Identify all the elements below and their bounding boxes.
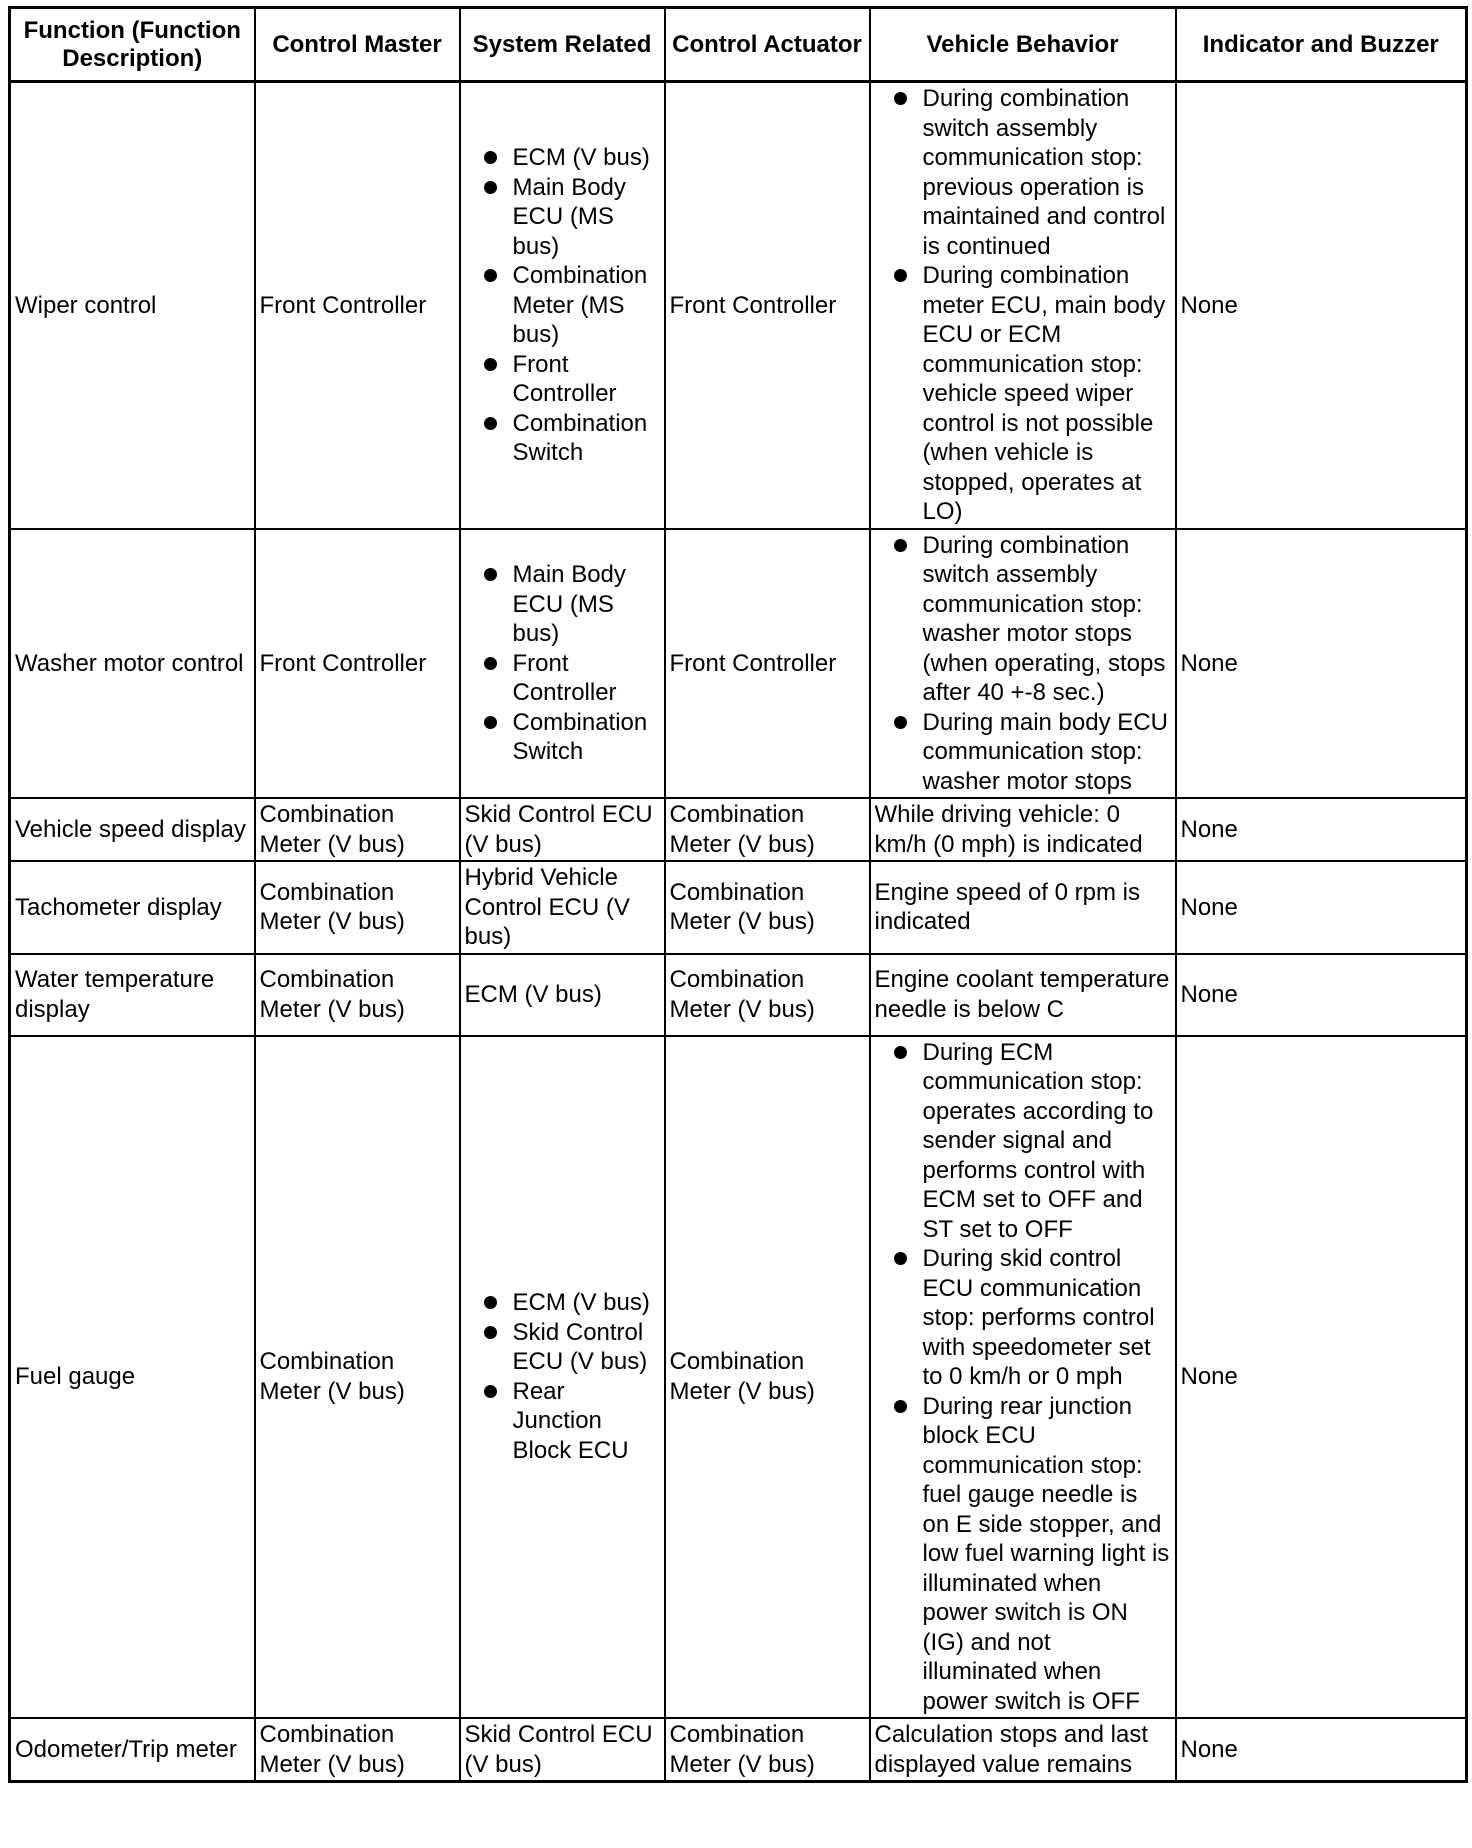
table-row <box>10 798 1467 861</box>
bullet-item <box>465 350 660 409</box>
bullet-item <box>465 173 660 262</box>
bullet-text: Front Controller <box>512 649 617 706</box>
table-row <box>10 861 1467 954</box>
vehicle-behavior-cell <box>870 1036 1176 1719</box>
indicator-buzzer-cell: None <box>1176 954 1467 1036</box>
bullet-text: During combination switch assembly communication stop: previous operation is maintained and control is continued <box>922 85 1166 260</box>
bullet-text: Front Controller <box>512 350 617 407</box>
control-actuator-cell: Combination Meter (V bus) <box>665 798 870 861</box>
bullet-item <box>465 409 660 468</box>
bullet-text: Rear Junction Block ECU <box>512 1377 629 1464</box>
function-cell: Water temperature display <box>10 954 255 1036</box>
table-row <box>10 954 1467 1036</box>
control-master-cell: Combination Meter (V bus) <box>255 1718 460 1782</box>
vehicle-behavior-cell: Calculation stops and last displayed value remains <box>870 1718 1176 1782</box>
bullet-icon <box>484 1296 497 1309</box>
table-body <box>10 82 1467 1782</box>
bullet-text: During main body ECU communication stop: washer motor stops <box>922 708 1168 795</box>
indicator-buzzer-cell: None <box>1176 82 1467 529</box>
function-cell: Vehicle speed display <box>10 798 255 861</box>
bullet-icon <box>484 716 497 729</box>
bullet-item <box>875 1392 1171 1717</box>
bullet-item <box>875 1038 1171 1245</box>
bullet-icon <box>484 568 497 581</box>
system-related-cell <box>460 529 665 799</box>
system-related-cell <box>460 1036 665 1719</box>
bullet-item <box>875 708 1171 797</box>
header-row <box>10 8 1467 82</box>
header-vehicle-behavior: Vehicle Behavior <box>870 8 1176 82</box>
bullet-list <box>875 84 1171 527</box>
function-cell: Tachometer display <box>10 861 255 954</box>
bullet-text: During skid control ECU communication stop: performs control with speedometer set to 0 km/h or 0 mph <box>922 1245 1155 1390</box>
bullet-item <box>465 1288 660 1318</box>
control-actuator-cell: Combination Meter (V bus) <box>665 861 870 954</box>
bullet-icon <box>894 269 907 282</box>
control-actuator-cell: Combination Meter (V bus) <box>665 954 870 1036</box>
bullet-text: Combination Switch <box>512 409 648 466</box>
bullet-item <box>465 261 660 350</box>
header-function: Function (Function Description) <box>10 8 255 82</box>
function-cell: Fuel gauge <box>10 1036 255 1719</box>
bullet-item <box>465 143 660 173</box>
bullet-text: During combination switch assembly communication stop: washer motor stops (when operating, stops after 40 +-8 sec.) <box>922 531 1166 706</box>
bullet-icon <box>894 716 907 729</box>
header-control-master: Control Master <box>255 8 460 82</box>
bullet-text: ECM (V bus) <box>512 1289 650 1317</box>
control-master-cell: Combination Meter (V bus) <box>255 798 460 861</box>
header-indicator-buzzer: Indicator and Buzzer <box>1176 8 1467 82</box>
system-related-cell: Skid Control ECU (V bus) <box>460 1718 665 1782</box>
indicator-buzzer-cell: None <box>1176 529 1467 799</box>
bullet-text: Main Body ECU (MS bus) <box>512 561 626 647</box>
bullet-item <box>465 1377 660 1466</box>
function-table <box>8 6 1468 1783</box>
table-row <box>10 529 1467 799</box>
bullet-icon <box>484 657 497 670</box>
table-row <box>10 1718 1467 1782</box>
system-related-cell <box>460 82 665 529</box>
control-master-cell: Combination Meter (V bus) <box>255 954 460 1036</box>
bullet-icon <box>894 1400 907 1413</box>
bullet-text: During combination meter ECU, main body ECU or ECM communication stop: vehicle speed wiper control is not possible (when vehicle is stopped, operates at LO) <box>922 262 1166 525</box>
bullet-list <box>465 560 660 767</box>
bullet-text: ECM (V bus) <box>512 144 650 171</box>
header-control-actuator: Control Actuator <box>665 8 870 82</box>
function-cell: Wiper control <box>10 82 255 529</box>
control-actuator-cell: Combination Meter (V bus) <box>665 1036 870 1719</box>
function-cell: Washer motor control <box>10 529 255 799</box>
bullet-icon <box>894 1046 907 1059</box>
function-cell: Odometer/Trip meter <box>10 1718 255 1782</box>
bullet-text: During rear junction block ECU communication stop: fuel gauge needle is on E side stopper, and low fuel warning light is illuminated when power switch is ON (IG) and not illuminated when power switch is OFF <box>922 1392 1170 1715</box>
bullet-item <box>465 649 660 708</box>
vehicle-behavior-cell <box>870 82 1176 529</box>
control-master-cell: Front Controller <box>255 529 460 799</box>
control-master-cell: Combination Meter (V bus) <box>255 861 460 954</box>
control-actuator-cell: Front Controller <box>665 529 870 799</box>
bullet-text: During ECM communication stop: operates according to sender signal and performs control with ECM set to OFF and ST set to OFF <box>922 1038 1154 1243</box>
bullet-list <box>875 531 1171 797</box>
system-related-cell: ECM (V bus) <box>460 954 665 1036</box>
indicator-buzzer-cell: None <box>1176 861 1467 954</box>
table-header <box>10 8 1467 82</box>
bullet-list <box>875 1038 1171 1717</box>
control-master-cell: Front Controller <box>255 82 460 529</box>
bullet-icon <box>484 417 497 430</box>
control-master-cell: Combination Meter (V bus) <box>255 1036 460 1719</box>
bullet-icon <box>484 151 497 164</box>
bullet-item <box>875 84 1171 261</box>
system-related-cell: Hybrid Vehicle Control ECU (V bus) <box>460 861 665 954</box>
bullet-list <box>465 1288 660 1465</box>
bullet-text: Combination Switch <box>512 708 648 765</box>
bullet-item <box>465 1318 660 1377</box>
bullet-icon <box>484 269 497 282</box>
indicator-buzzer-cell: None <box>1176 798 1467 861</box>
bullet-item <box>875 261 1171 527</box>
vehicle-behavior-cell: Engine speed of 0 rpm is indicated <box>870 861 1176 954</box>
bullet-text: Skid Control ECU (V bus) <box>512 1318 648 1376</box>
vehicle-behavior-cell <box>870 529 1176 799</box>
bullet-icon <box>894 92 907 105</box>
bullet-item <box>465 708 660 767</box>
system-related-cell: Skid Control ECU (V bus) <box>460 798 665 861</box>
header-system-related: System Related <box>460 8 665 82</box>
bullet-icon <box>484 1326 497 1339</box>
bullet-icon <box>484 358 497 371</box>
bullet-text: Main Body ECU (MS bus) <box>512 173 626 260</box>
table-row <box>10 82 1467 529</box>
bullet-list <box>465 143 660 468</box>
indicator-buzzer-cell: None <box>1176 1718 1467 1782</box>
bullet-item <box>465 560 660 649</box>
control-actuator-cell: Front Controller <box>665 82 870 529</box>
bullet-icon <box>894 1252 907 1265</box>
bullet-icon <box>894 539 907 552</box>
bullet-icon <box>484 181 497 194</box>
vehicle-behavior-cell: Engine coolant temperature needle is below C <box>870 954 1176 1036</box>
bullet-item <box>875 1244 1171 1392</box>
control-actuator-cell: Combination Meter (V bus) <box>665 1718 870 1782</box>
bullet-text: Combination Meter (MS bus) <box>512 262 648 348</box>
vehicle-behavior-cell: While driving vehicle: 0 km/h (0 mph) is indicated <box>870 798 1176 861</box>
table-row <box>10 1036 1467 1719</box>
bullet-icon <box>484 1385 497 1398</box>
indicator-buzzer-cell: None <box>1176 1036 1467 1719</box>
bullet-item <box>875 531 1171 708</box>
